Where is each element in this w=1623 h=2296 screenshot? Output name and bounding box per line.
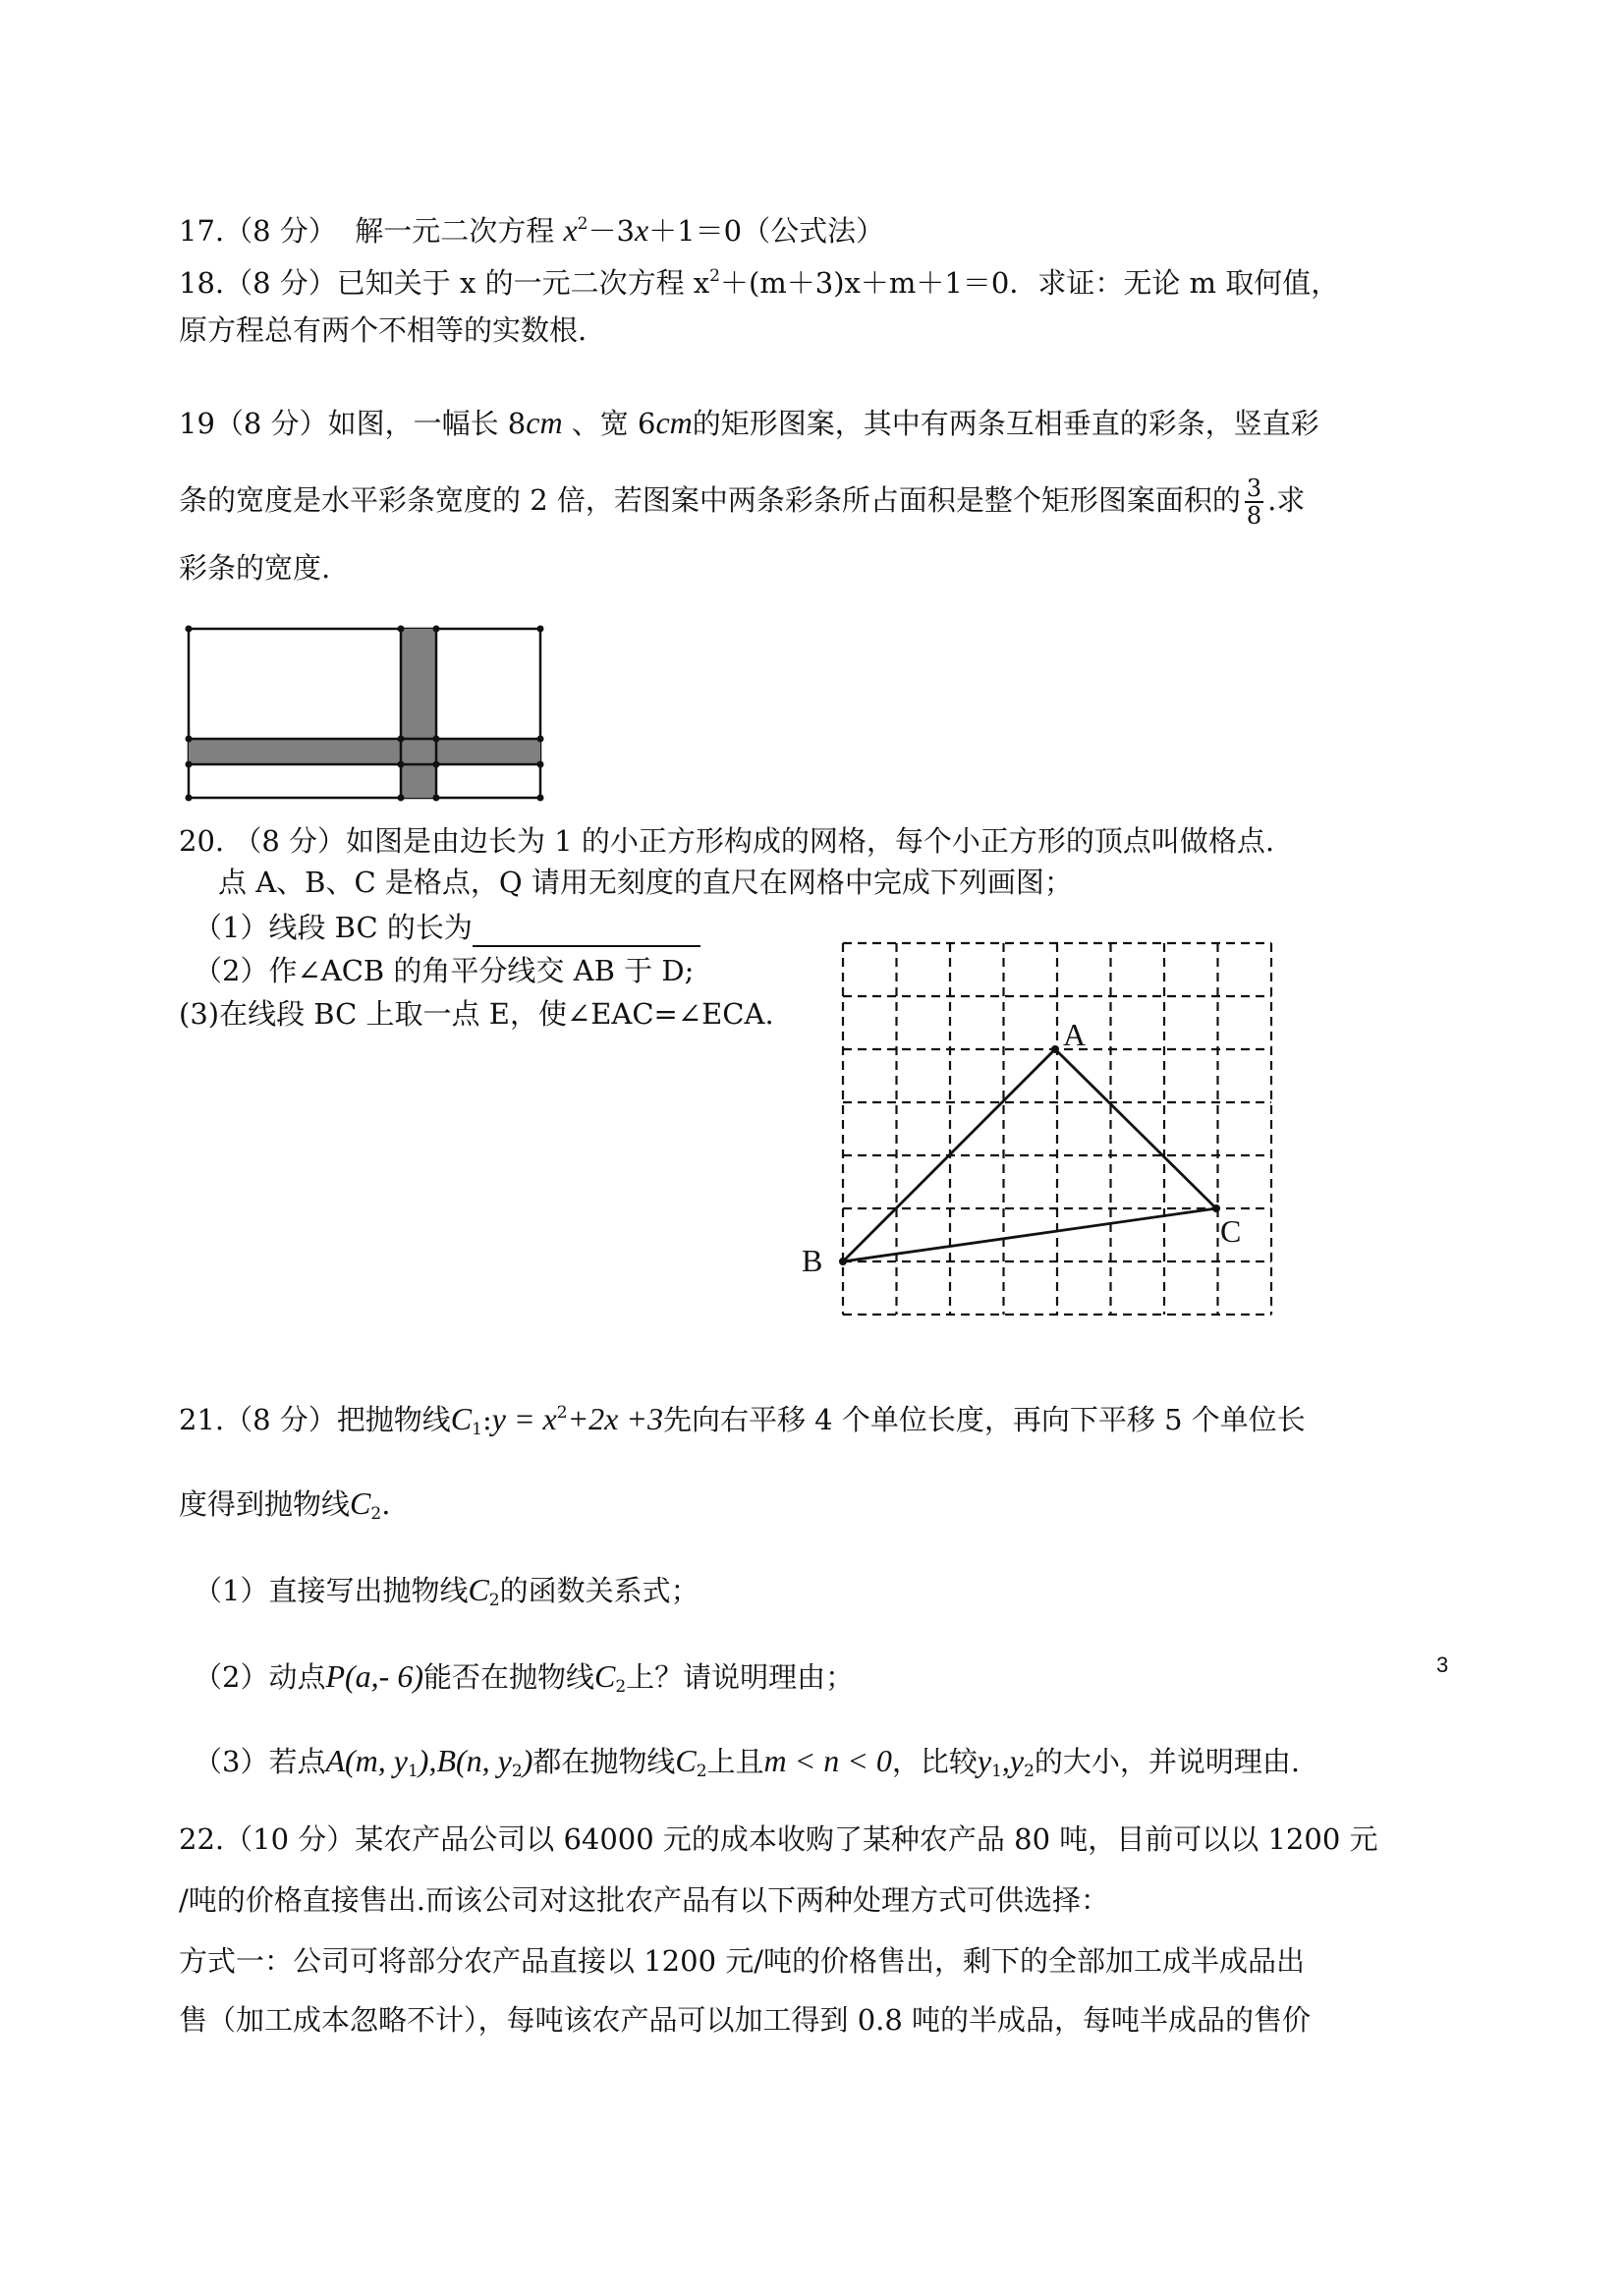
horizontal-stripe (189, 739, 540, 764)
text: 上？请说明理由； (626, 1660, 855, 1694)
q18-line-1 (179, 263, 1456, 303)
point-b: ),B(n, y (418, 1743, 512, 1778)
length-value: 8 (507, 407, 527, 440)
stripe-rectangle-figure (187, 627, 542, 800)
q20-sub-2: （2）作∠ACB 的角平分线交 AB 于 D; (194, 954, 695, 987)
subscript: 2 (696, 1762, 707, 1781)
inequality: m < n < 0 (763, 1743, 892, 1778)
q20-sub-1 (194, 908, 1471, 947)
text: （2）动点 (194, 1660, 326, 1694)
text: （3）若点 (194, 1745, 326, 1778)
q20-line-2: 点 A、B、C 是格点，Q 请用无刻度的直尺在网格中完成下列画图； (218, 866, 1073, 899)
q21-sub-1 (194, 1570, 1471, 1610)
text: （1）直接写出抛物线 (194, 1574, 469, 1607)
unit: cm (655, 405, 693, 440)
text: 度得到抛物线 (179, 1487, 351, 1521)
q21-sub-2 (194, 1656, 1471, 1697)
vertical-stripe (401, 629, 436, 798)
q20-line-1: 20. （8 分）如图是由边长为 1 的小正方形构成的网格，每个小正方形的顶点叫做格点. (179, 824, 1275, 858)
q18-line-2: 原方程总有两个不相等的实数根. (179, 313, 588, 347)
equation-part: ＋1＝0 (648, 214, 743, 248)
label-b: B (802, 1243, 823, 1278)
method-note: （公式法） (742, 214, 885, 248)
point-c (1212, 1204, 1220, 1212)
fraction-numerator: 3 (1246, 475, 1262, 502)
dashed-grid (843, 943, 1271, 1315)
curve-name: C (450, 1401, 473, 1436)
text: 条的宽度是水平彩条宽度的 2 倍，若图案中两条彩条所占面积是整个矩形图案面积的 (179, 483, 1241, 517)
grid-triangle-figure (796, 943, 1287, 1321)
variable-y: y (977, 1743, 992, 1778)
text: . (381, 1487, 391, 1521)
subscript: 1 (407, 1762, 419, 1781)
equation: y = x (491, 1401, 557, 1436)
point-a: A(m, y (325, 1743, 408, 1778)
question-text: 解一元二次方程 (355, 214, 555, 248)
variable-x: x (563, 212, 578, 248)
text: 的矩形图案，其中有两条互相垂直的彩条，竖直彩 (692, 407, 1319, 440)
curve-name: C (350, 1485, 371, 1521)
q17-line (179, 210, 1456, 251)
text: ＋(m＋3)x＋m＋1＝0．求证：无论 m 取何值， (719, 266, 1340, 300)
fraction-denominator: 8 (1246, 502, 1262, 530)
exponent: 2 (577, 214, 588, 234)
subscript: 2 (615, 1677, 627, 1697)
text: .求 (1267, 483, 1306, 517)
curve-name: C (675, 1743, 697, 1778)
q21-sub-3 (194, 1741, 1471, 1781)
text: 19（8 分）如图，一幅长 (179, 407, 499, 440)
text: 18.（8 分）已知关于 x 的一元二次方程 x (179, 266, 710, 300)
q22-line-2: /吨的价格直接售出.而该公司对这批农产品有以下两种处理方式可供选择： (179, 1883, 1109, 1917)
question-number: 17. (179, 214, 225, 248)
answer-blank[interactable] (473, 916, 700, 947)
colon: : (481, 1403, 492, 1436)
fraction (1245, 476, 1263, 529)
comma: , (1001, 1743, 1010, 1778)
subscript: 2 (370, 1504, 382, 1524)
q21-line-1 (179, 1399, 1456, 1439)
q19-line-1 (179, 403, 1456, 443)
point-b (839, 1258, 847, 1265)
point-a (1051, 1045, 1059, 1053)
subscript: 2 (488, 1591, 500, 1610)
text: 都在抛物线 (532, 1745, 676, 1778)
subscript: 1 (472, 1420, 482, 1439)
curve-name: C (468, 1572, 489, 1607)
unit: cm (526, 405, 563, 440)
text: 、宽 (571, 407, 629, 440)
text: 的大小，并说明理由. (1034, 1745, 1301, 1778)
q22-line-3: 方式一：公司可将部分农产品直接以 1200 元/吨的价格售出，剩下的全部加工成半成品出 (179, 1944, 1306, 1978)
exponent: 2 (709, 266, 720, 286)
text: 能否在抛物线 (422, 1660, 594, 1694)
text: 21.（8 分）把抛物线 (179, 1403, 451, 1436)
outer-rectangle (189, 629, 540, 798)
text: 先向右平移 4 个单位长度，再向下平移 5 个单位长 (662, 1403, 1306, 1436)
q21-line-2 (179, 1484, 1456, 1524)
width-value: 6 (638, 407, 656, 440)
question-score: （8 分） (224, 214, 337, 248)
subscript: 2 (511, 1762, 523, 1781)
point-p: P(a,- 6) (325, 1658, 423, 1694)
label-c: C (1220, 1213, 1242, 1249)
q20-sub-3: (3)在线段 BC 上取一点 E，使∠EAC=∠ECA. (179, 997, 774, 1031)
equation-part: －3 (588, 214, 635, 248)
label-a: A (1063, 1017, 1087, 1052)
page-number: 3 (1436, 1652, 1449, 1677)
text: ，比较 (891, 1745, 978, 1778)
q22-line-4: 售（加工成本忽略不计），每吨该农产品可以加工得到 0.8 吨的半成品，每吨半成品的售价 (179, 2003, 1312, 2037)
q19-line-3: 彩条的宽度. (179, 551, 331, 585)
text: 的函数关系式； (499, 1574, 700, 1607)
subscript: 2 (1024, 1762, 1035, 1781)
text: （1）线段 BC 的长为 (194, 911, 473, 944)
q22-line-1: 22.（10 分）某农产品公司以 64000 元的成本收购了某种农产品 80 吨，目前可以以 1200 元 (179, 1822, 1378, 1856)
paren: ) (522, 1743, 533, 1778)
q19-line-2 (179, 476, 1456, 529)
variable-y: y (1009, 1743, 1025, 1778)
exponent: 2 (556, 1403, 568, 1423)
subscript: 1 (991, 1762, 1002, 1781)
text: 上且 (706, 1745, 764, 1778)
variable-x: x (634, 212, 649, 248)
curve-name: C (593, 1658, 616, 1694)
equation: +2x +3 (567, 1401, 663, 1436)
